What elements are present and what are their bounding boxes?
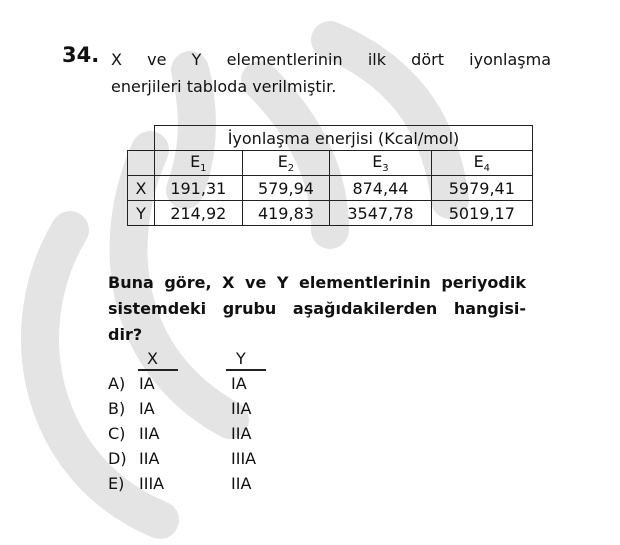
column-header-e4: $E_4$ [431,151,532,176]
intro-line-2: enerjileri tabloda verilmiştir. [111,77,337,96]
options-header-x: X [147,349,158,368]
table-cell: 5019,17 [431,201,532,226]
option-x-value: IIIA [139,474,165,493]
question-line-1: Buna göre, X ve Y elementlerinin periyodik [108,273,526,292]
table-cell: 5979,41 [431,176,532,201]
option-letter: D) [108,449,127,468]
table-cell: 579,94 [242,176,330,201]
table-cell: 874,44 [330,176,431,201]
question-line-2: sistemdeki grubu aşağıdakilerden hangisi- [108,299,526,318]
option-y-value: IIA [231,424,252,443]
table-cell: 3547,78 [330,201,431,226]
row-label: Y [128,201,155,226]
table-title-row [128,126,533,151]
option-letter: E) [108,474,125,493]
question-intro [111,46,551,100]
table-cell: 191,31 [155,176,243,201]
question-prompt [108,270,526,348]
option-x-value: IA [139,374,155,393]
table-title: İyonlaşma enerjisi (Kcal/mol) [155,126,533,151]
question-number: 34. [62,43,100,67]
table-header-blank [128,151,155,176]
table-header-row [128,151,533,176]
header-underline-y [226,369,266,371]
table-row [128,176,533,201]
table-cell: 214,92 [155,201,243,226]
table-corner [128,126,155,151]
options-header-y: Y [236,349,246,368]
option-y-value: IA [231,374,247,393]
column-header-e3: $E_3$ [330,151,431,176]
ionization-energy-table [127,125,533,226]
option-y-value: IIA [231,399,252,418]
option-letter: C) [108,424,126,443]
option-x-value: IIA [139,449,160,468]
column-header-e2: $E_2$ [242,151,330,176]
intro-line-1: X ve Y elementlerinin ilk dört iyonlaşma [111,50,551,69]
option-y-value: IIIA [231,449,257,468]
row-label: X [128,176,155,201]
header-underline-x [138,369,178,371]
column-header-e1: $E_1$ [155,151,243,176]
option-x-value: IA [139,399,155,418]
table-cell: 419,83 [242,201,330,226]
table-row [128,201,533,226]
option-y-value: IIA [231,474,252,493]
option-x-value: IIA [139,424,160,443]
question-line-3: dir? [108,325,143,344]
option-letter: B) [108,399,126,418]
option-letter: A) [108,374,126,393]
